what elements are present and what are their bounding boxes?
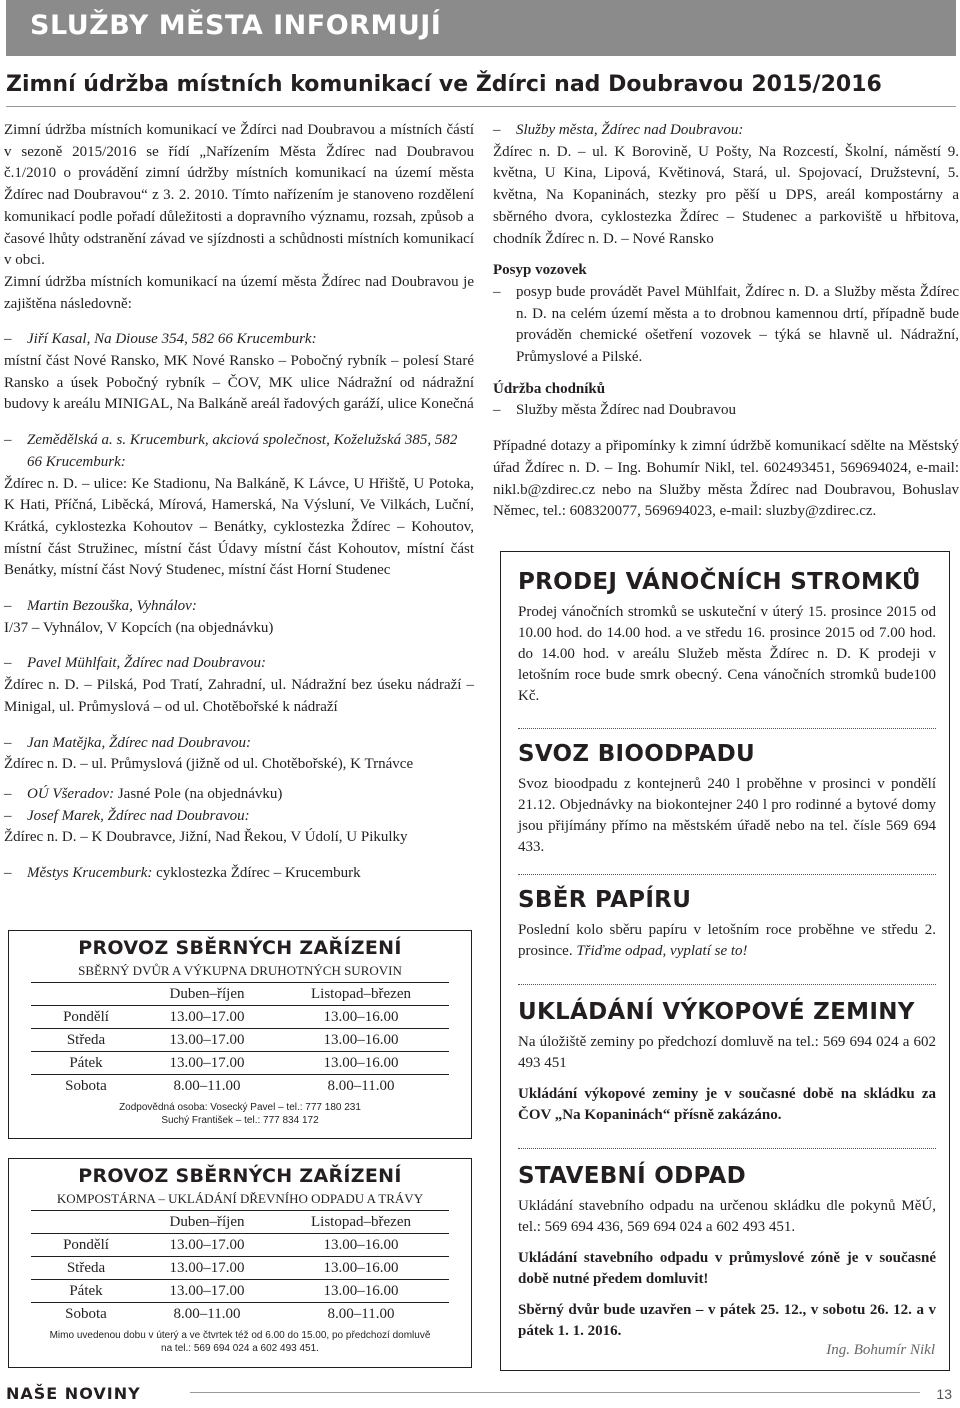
list-item: – Zemědělská a. s. Krucemburk, akciová společnost, Koželužská 385, 582 66 Krucemburk: Ždírec n. D. – ulice: Ke Stadionu, Na Balkáně, K Lávce, U Hřiště, U Potoka, K Hati, Příčná, Liběcká, Mírová, Hamerská, Na Výsluní, Ve Vilkách, Luční, Krátká, cyklostezka Kohoutov – Benátky, cyklostezka Ždírec – Kohoutov, místní část Stružinec, místní část Údavy místní část Kohoutov, místní část Benátky, místní část Nový Studenec, místní část Horní Studenec — [4, 430, 474, 582]
entry-text: I/37 – Vyhnálov, V Kopcích (na objednávku) — [4, 619, 274, 636]
table-row: Pátek 13.00–17.00 13.00–16.00 — [31, 1052, 449, 1075]
sidewalk-heading: Údržba chodníků — [493, 380, 606, 397]
article-title: Zimní údržba místních komunikací ve Ždírci nad Doubravou 2015/2016 — [6, 72, 882, 97]
entry-text: Ždírec n. D. – ul. Průmyslová (jižně od ul. Chotěbořské), K Trnávce — [4, 756, 414, 773]
contact-paragraph: Případné dotazy a připomínky k zimní údržbě komunikací sdělte na Městský úřad Ždírec n. D. – Ing. Bohumír Nikl, tel. 602493451, 569694024, e-mail: nikl.b@zdirec.cz nebo na Služby města Ždírec nad Doubravou, Bohuslav Němec, tel.: 608320077, 569694023, e-mail: sluzby@zdirec.cz. — [493, 438, 959, 520]
list-item: – OÚ Všeradov: Jasné Pole (na objednávku) — [4, 785, 283, 802]
announcement-paper — [518, 886, 936, 962]
entry-provider: Pavel Mühlfait, Ždírec nad Doubravou: — [27, 655, 266, 672]
announcement-text: Poslední kolo sběru papíru v letošním roce proběhne ve středu 2. prosince. Třiďme odpad, vyplatí se to! — [518, 922, 936, 959]
list-item: – Martin Bezouška, Vyhnálov: I/37 – Vyhnálov, V Kopcích (na objednávku) — [4, 596, 474, 639]
entry-provider: Josef Marek, Ždírec nad Doubravou: — [27, 807, 250, 824]
column-header: Duben–říjen — [141, 1211, 273, 1234]
list-item: – Služby města, Ždírec nad Doubravou: Ždírec n. D. – ul. K Borovině, U Pošty, Na Rozcestí, Školní, náměstí 9. května, U Kina, Lipová, Květinová, Stará, ul. Spojovací, Družstevní, 5. května, Na Kopaninách, stezky pro pěší u DPS, areál kompostárny a sběrného dvora, cyklostezka Ždírec – Studenec a parkoviště u hřbitova, chodník Ždírec n. D. – Nové Ransko — [493, 120, 959, 250]
contact-note: Zodpovědná osoba: Vosecký Pavel – tel.: 777 180 231 Suchý František – tel.: 777 834 172 — [119, 1102, 361, 1126]
signature: Ing. Bohumír Nikl — [826, 1342, 935, 1358]
entry-provider: OÚ Všeradov: — [27, 785, 115, 802]
entry-text: místní část Nové Ransko, MK Nové Ransko – Pobočný rybník – polesí Staré Ransko a úsek Pobočný rybník – ČOV, MK ulice Nádražní od nádražní budovy k areálu MINIGAL, Na Balkáně areál řadových garáží, ulice Konečná — [4, 353, 474, 413]
announcement-title: UKLÁDÁNÍ VÝKOPOVÉ ZEMINY — [518, 999, 915, 1025]
entry-text: Ždírec n. D. – ul. K Borovině, U Pošty, Na Rozcestí, Školní, náměstí 9. května, U Kina, Lipová, Květinová, Stará, ul. Spojovací, Družstevní, 5. května, Na Kopaninách, stezky pro pěší u DPS, areál kompostárny a sběrného dvora, cyklostezka Ždírec – Studenec a parkoviště u hřbitova, chodník Ždírec n. D. – Nové Ransko — [493, 143, 959, 247]
entry-provider: Zemědělská a. s. Krucemburk, akciová společnost, Koželužská 385, 582 66 Krucemburk: — [27, 432, 458, 470]
table-row: Středa 13.00–17.00 13.00–16.00 — [31, 1029, 449, 1052]
table-row: Pondělí 13.00–17.00 13.00–16.00 — [31, 1234, 449, 1257]
opening-hours-box-collection-yard — [8, 930, 472, 1139]
table-row: Sobota 8.00–11.00 8.00–11.00 — [65, 1305, 395, 1322]
footer-rule — [190, 1392, 920, 1393]
title-rule — [6, 106, 956, 107]
announcement-title: PRODEJ VÁNOČNÍCH STROMKŮ — [518, 569, 921, 595]
announcement-text: Svoz bioodpadu z kontejnerů 240 l proběhne v prosinci v pondělí 21.12. Objednávky na biokontejner 240 l pro rodinné a bytové domy jsou přijímány přímo na městském úřadě nebo na tel. čísle 569 694 433. — [518, 776, 936, 855]
list-item: – Jan Matějka, Ždírec nad Doubravou: Ždírec n. D. – ul. Průmyslová (jižně od ul. Chotěbořské), K Trnávce — [4, 733, 474, 776]
page-number: 13 — [936, 1386, 952, 1402]
announcement-title: SVOZ BIOODPADU — [518, 741, 755, 767]
list-item: – Pavel Mühlfait, Ždírec nad Doubravou: Ždírec n. D. – Pilská, Pod Tratí, Zahradní, ul. Nádražní bez úseku nádraží – Minigal, ul. Průmyslová – od ul. Chotěbořské k nádraží — [4, 653, 474, 718]
announcement-text: Ukládání stavebního odpadu na určenou skládku dle pokynů MěÚ, tel.: 569 694 436, 569 694 024 a 602 493 451. — [518, 1198, 936, 1235]
dotted-divider — [518, 1148, 936, 1149]
box-subtitle: KOMPOSTÁRNA – UKLÁDÁNÍ DŘEVNÍHO ODPADU A TRÁVY — [31, 1191, 449, 1211]
announcement-warning: Ukládání stavebního odpadu v průmyslové zóně je v současné době nutné předem domluvit! — [518, 1250, 936, 1287]
announcement-title: STAVEBNÍ ODPAD — [518, 1163, 747, 1189]
list-item: – Josef Marek, Ždírec nad Doubravou: Ždírec n. D. – K Doubravce, Jižní, Nad Řekou, V Údolí, U Pikulky — [4, 806, 474, 849]
hours-table — [31, 983, 449, 1097]
entry-text: Ždírec n. D. – ulice: Ke Stadionu, Na Balkáně, K Lávce, U Hřiště, U Potoka, K Hati, Příčná, Liběcká, Mírová, Hamerská, Na Výsluní, Ve Vilkách, Luční, Krátká, cyklostezka Kohoutov – Benátky, cyklostezka Ždírec – Kohoutov, místní část Stružinec, místní část Údavy místní část Kohoutov, místní část Benátky, místní část Nový Studenec, místní část Horní Studenec — [4, 475, 474, 579]
entry-text: posyp bude provádět Pavel Mühlfait, Ždírec n. D. a Služby města Ždírec n. D. na celém území města a to drobnou kamennou drtí, případně bude prováděn chemické ošetření vozovek – týká se hlavně ul. Nádražní, Průmyslové a Pilské. — [516, 283, 959, 366]
announcement-text: Prodej vánočních stromků se uskuteční v úterý 15. prosince 2015 od 10.00 hod. do 14.00 hod. a ve středu 16. prosince 2015 od 7.00 hod. do 14.00 hod. v areálu Služeb města Ždírec n. D. K prodeji v letošním roce bude smrk obecný. Cena vánočních stromků bude100 Kč. — [518, 604, 936, 704]
list-item: – Služby města Ždírec nad Doubravou — [493, 400, 959, 422]
intro-paragraph: Zimní údržba místních komunikací ve Ždírci nad Doubravou a místních částí v sezoně 2015/2016 se řídí „Nařízením Města Ždírec nad Doubravou č.1/2010 o provádění zimní údržby místních komunikací na území města Ždírec nad Doubravou“ z 3. 2. 2010. Tímto nařízením je stanoveno rozdělení komunikací podle pořadí důležitosti a dopravního významu, rozsah, způsob a časové lhůty odstranění závad ve sjízdnosti a schůdnosti místních komunikací v obci. — [4, 122, 474, 269]
opening-hours-box-composting — [8, 1158, 472, 1368]
contact-note: Mimo uvedenou dobu v úterý a ve čtvrtek též od 6.00 do 15.00, po předchozí domluvě na tel.: 569 694 024 a 602 493 451. — [49, 1330, 431, 1354]
section-title: SLUŽBY MĚSTA INFORMUJÍ — [30, 10, 442, 41]
right-column — [493, 120, 959, 523]
announcement-title: SBĚR PAPÍRU — [518, 887, 692, 913]
dotted-divider — [518, 728, 936, 729]
list-item: – posyp bude provádět Pavel Mühlfait, Ždírec n. D. a Služby města Ždírec n. D. na celém území města a to drobnou kamennou drtí, případně bude prováděn chemické ošetření vozovek – týká se hlavně ul. Nádražní, Průmyslové a Pilské. — [493, 282, 959, 369]
entry-text: Ždírec n. D. – Pilská, Pod Tratí, Zahradní, ul. Nádražní bez úseku nádraží – Minigal, ul. Průmyslová – od ul. Chotěbořské k nádraží — [4, 677, 474, 715]
announcement-warning: Ukládání výkopové zeminy je v současné době na skládku za ČOV „Na Kopaninách“ přísně zakázáno. — [518, 1086, 936, 1123]
box-subtitle: SBĚRNÝ DVŮR A VÝKUPNA DRUHOTNÝCH SUROVIN — [31, 963, 449, 983]
dotted-divider — [518, 874, 936, 875]
column-header: Duben–říjen — [141, 983, 273, 1006]
column-header: Listopad–březen — [273, 1211, 449, 1234]
box-title: PROVOZ SBĚRNÝCH ZAŘÍZENÍ — [78, 937, 402, 959]
entry-text: cyklostezka Ždírec – Krucemburk — [156, 865, 361, 882]
box-title: PROVOZ SBĚRNÝCH ZAŘÍZENÍ — [78, 1165, 402, 1187]
entry-text: Služby města Ždírec nad Doubravou — [516, 402, 736, 419]
announcement-text: Na úložiště zeminy po předchozí domluvě na tel.: 569 694 024 a 602 493 451 — [518, 1034, 936, 1071]
intro-paragraph-2: Zimní údržba místních komunikací na území města Ždírec nad Doubravou je zajištěna následovně: — [4, 273, 474, 312]
announcement-slogan: Třiďme odpad, vyplatí se to! — [576, 943, 748, 959]
announcement-bio-waste — [518, 740, 936, 858]
entry-provider: Služby města, Ždírec nad Doubravou: — [516, 122, 744, 138]
announcement-construction-waste — [518, 1162, 936, 1342]
dotted-divider — [518, 984, 936, 985]
announcement-christmas-trees — [518, 568, 936, 707]
table-row: Pondělí 13.00–17.00 13.00–16.00 — [31, 1006, 449, 1029]
announcement-soil — [518, 998, 936, 1126]
entry-provider: Jiří Kasal, Na Diouse 354, 582 66 Krucemburk: — [27, 331, 317, 348]
entry-provider: Martin Bezouška, Vyhnálov: — [27, 598, 197, 615]
entry-text: Jasné Pole (na objednávku) — [117, 785, 283, 802]
entry-provider: Jan Matějka, Ždírec nad Doubravou: — [27, 734, 251, 751]
announcement-closure: Sběrný dvůr bude uzavřen – v pátek 25. 12., v sobotu 26. 12. a v pátek 1. 1. 2016. — [518, 1302, 936, 1339]
list-item: – Jiří Kasal, Na Diouse 354, 582 66 Krucemburk: místní část Nové Ransko, MK Nové Ransko – Pobočný rybník – polesí Staré Ransko a úsek Pobočný rybník – ČOV, MK ulice Nádražní od nádražní budovy k areálu MINIGAL, Na Balkáně areál řadových garáží, ulice Konečná — [4, 329, 474, 416]
table-row: Sobota 8.00–11.00 8.00–11.00 — [65, 1077, 395, 1094]
announcements-box — [500, 551, 950, 1371]
posyp-heading: Posyp vozovek — [493, 262, 587, 279]
table-row: Středa 13.00–17.00 13.00–16.00 — [31, 1257, 449, 1280]
hours-table — [31, 1211, 449, 1325]
entry-text: Ždírec n. D. – K Doubravce, Jižní, Nad Řekou, V Údolí, U Pikulky — [4, 829, 408, 846]
left-column — [4, 120, 474, 885]
newspaper-logo: NAŠE NOVINY — [6, 1384, 141, 1403]
section-banner — [6, 0, 956, 56]
table-row: Pátek 13.00–17.00 13.00–16.00 — [31, 1280, 449, 1303]
entry-provider: Městys Krucemburk: — [27, 865, 153, 882]
list-item: – Městys Krucemburk: cyklostezka Ždírec – Krucemburk — [4, 865, 361, 882]
column-header: Listopad–březen — [273, 983, 449, 1006]
